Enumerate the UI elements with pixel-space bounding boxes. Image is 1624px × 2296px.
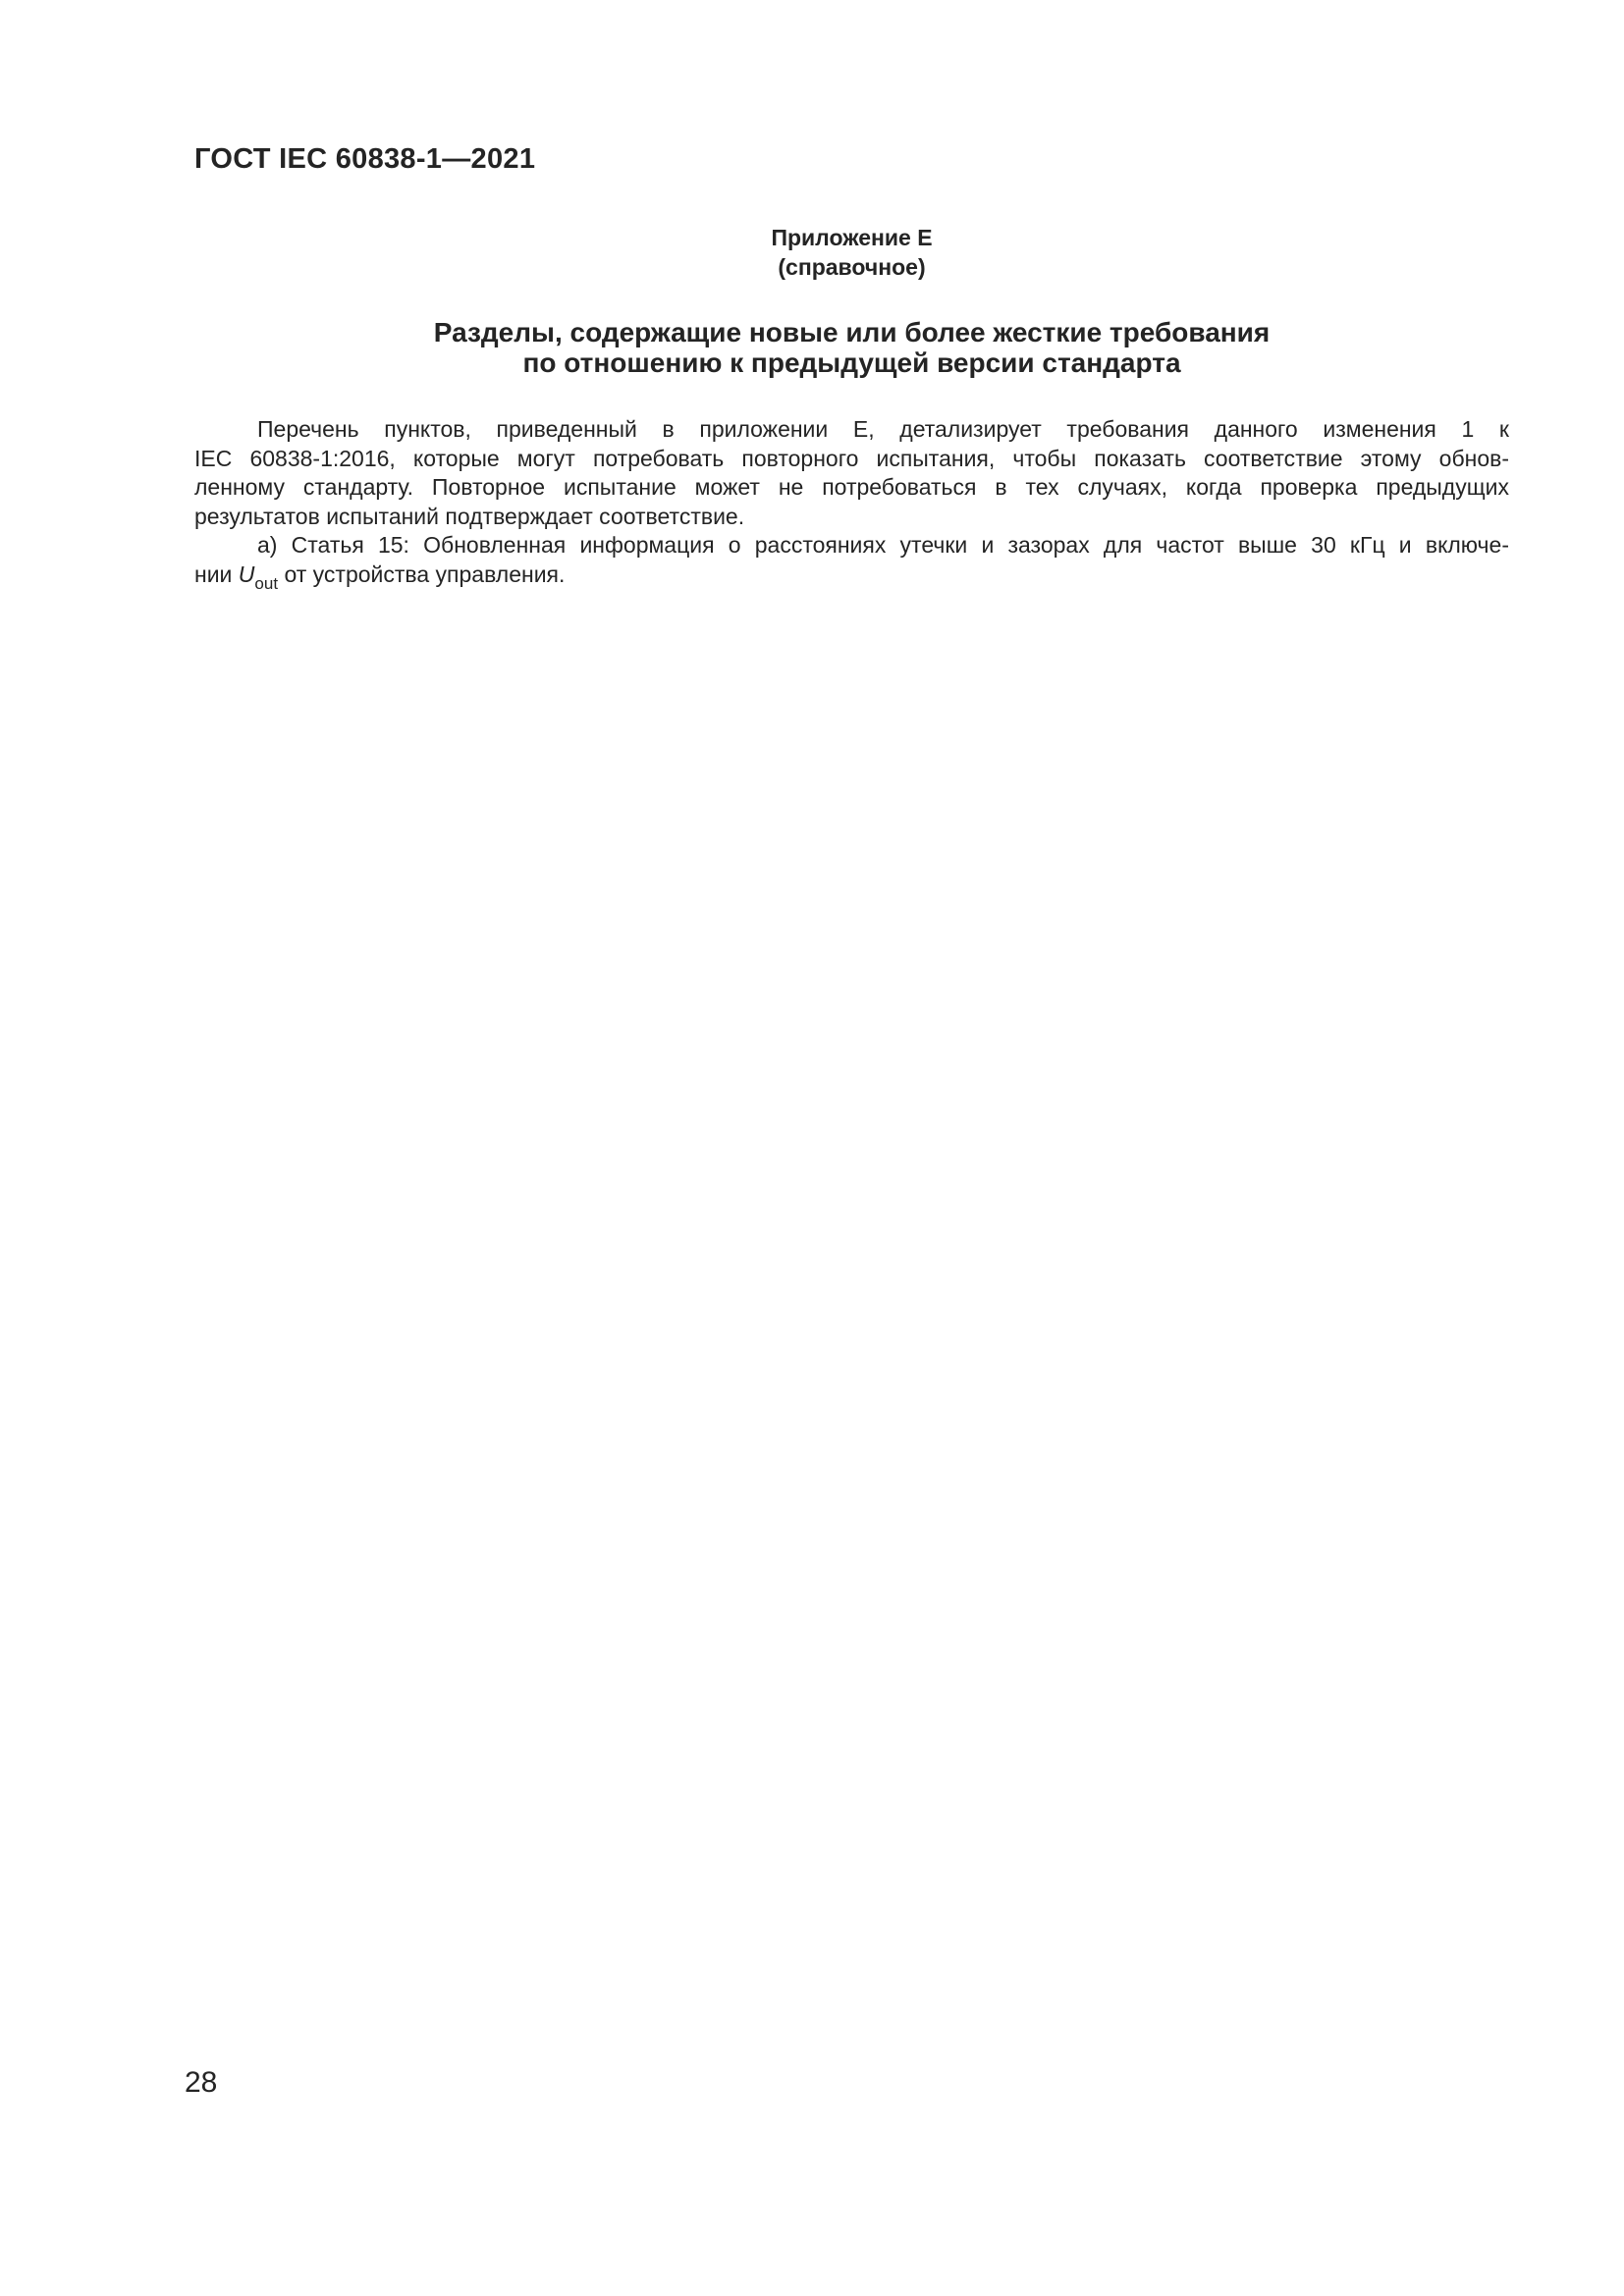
variable-subscript-out: out [254, 573, 279, 593]
appendix-title [194, 318, 1509, 378]
paragraph1-line4: результатов испытаний подтверждает соответствие. [194, 503, 745, 529]
paragraph2-line2 [194, 561, 1509, 593]
appendix-title-line2: по отношению к предыдущей версии стандарта [522, 347, 1181, 378]
appendix-designation: Приложение Е [771, 225, 933, 250]
page-number: 28 [185, 2066, 218, 2099]
appendix-type-note: (справочное) [778, 253, 926, 280]
variable-u: U [238, 561, 255, 587]
paragraph1-line2: IEC 60838-1:2016, которые могут потребовать повторного испытания, чтобы показать соответствие этому обнов- [194, 445, 1509, 471]
paragraph1-line3: ленному стандарту. Повторное испытание может не потребоваться в тех случаях, когда проверка предыдущих [194, 474, 1509, 500]
appendix-heading [194, 224, 1509, 282]
text-run-rest: от устройства управления. [278, 561, 566, 587]
text-run-prefix: нии [194, 561, 239, 587]
paragraph1-line1: Перечень пунктов, приведенный в приложении Е, детализирует требования данного изменения 1 к [257, 416, 1509, 442]
running-header: ГОСТ IEC 60838-1—2021 [194, 143, 536, 175]
appendix-title-line1: Разделы, содержащие новые или более жесткие требования [433, 317, 1271, 347]
body-text [194, 415, 1509, 593]
paragraph2-line1: а) Статья 15: Обновленная информация о расстояниях утечки и зазорах для частот выше 30 кГц и включе- [257, 532, 1509, 558]
